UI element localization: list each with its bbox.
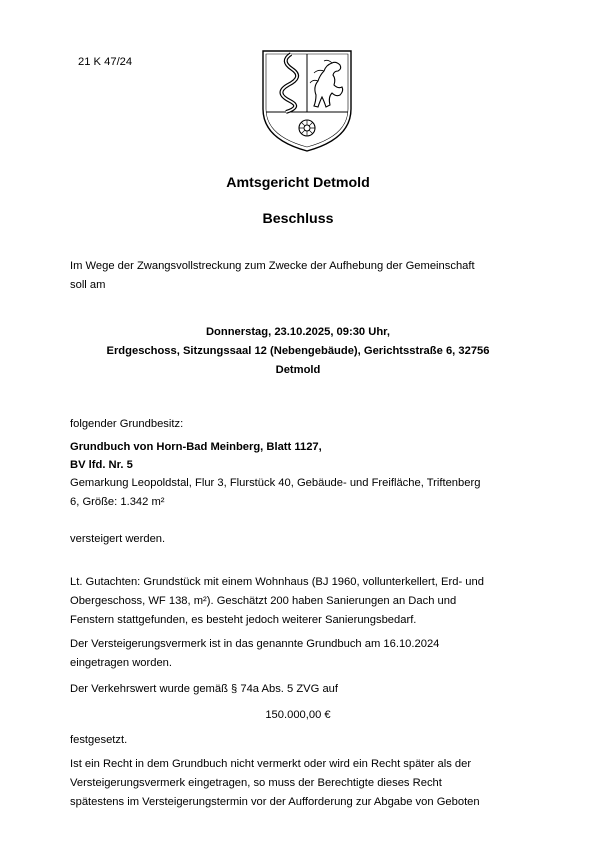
document-title: Beschluss	[262, 211, 334, 227]
intro-line-1: Im Wege der Zwangsvollstreckung zum Zwecke der Aufhebung der Gemeinschaft	[70, 260, 475, 272]
date-line: Donnerstag, 23.10.2025, 09:30 Uhr,	[205, 326, 391, 338]
rights-note-line-1: Ist ein Recht in dem Grundbuch nicht vermerkt oder wird ein Recht später als der	[70, 758, 472, 770]
value-intro: Der Verkehrswert wurde gemäß § 74a Abs. 5 ZVG auf	[70, 683, 339, 695]
parcel-line-1: Gemarkung Leopoldstal, Flur 3, Flurstück 40, Gebäude- und Freifläche, Triftenberg	[70, 477, 481, 489]
location-city: Detmold	[275, 364, 321, 376]
registry-note-line-1: Der Versteigerungsvermerk ist in das genannte Grundbuch am 16.10.2024	[70, 638, 440, 650]
market-value: 150.000,00 €	[265, 709, 331, 721]
parcel-line-2: 6, Größe: 1.342 m²	[70, 496, 165, 508]
value-outro: festgesetzt.	[70, 734, 128, 746]
land-register-line-2: BV lfd. Nr. 5	[70, 459, 133, 471]
appraisal-line-3: Fenstern stattgefunden, es besteht jedoch weiterer Sanierungsbedarf.	[70, 614, 417, 626]
location-line: Erdgeschoss, Sitzungssaal 12 (Nebengebäude), Gerichtsstraße 6, 32756	[106, 345, 490, 357]
appraisal-line-2: Obergeschoss, WF 138, m²). Geschätzt 200 haben Sanierungen an Dach und	[70, 595, 457, 607]
intro-line-2: soll am	[70, 279, 106, 291]
court-name: Amtsgericht Detmold	[226, 175, 370, 191]
auction-text: versteigert werden.	[70, 533, 166, 545]
registry-note-line-2: eingetragen worden.	[70, 657, 173, 669]
rights-note-line-3: spätestens im Versteigerungstermin vor der Aufforderung zur Abgabe von Geboten	[70, 796, 480, 808]
property-intro: folgender Grundbesitz:	[70, 418, 184, 430]
coat-of-arms-nrw-icon	[258, 49, 356, 153]
land-register-line-1: Grundbuch von Horn-Bad Meinberg, Blatt 1127,	[70, 441, 322, 453]
case-number: 21 K 47/24	[78, 56, 133, 68]
appraisal-line-1: Lt. Gutachten: Grundstück mit einem Wohnhaus (BJ 1960, vollunterkellert, Erd- und	[70, 576, 484, 588]
rights-note-line-2: Versteigerungsvermerk eingetragen, so muss der Berechtigte dieses Recht	[70, 777, 442, 789]
